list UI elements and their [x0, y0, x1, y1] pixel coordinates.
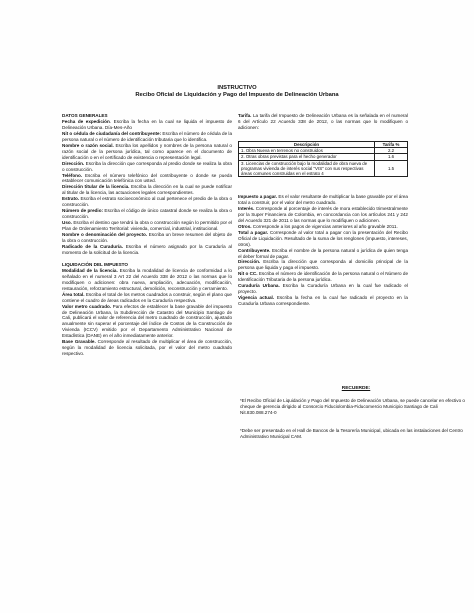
paragraph [62, 143, 232, 161]
field-heading: Otros. [238, 223, 252, 229]
field-description: Escriba el estrato socioeconómico al cual pertenece el predio de la obra o construcción. [62, 196, 232, 208]
field-heading: Teléfono. [62, 172, 83, 178]
field-heading: Impuesto a pagar. [238, 194, 278, 199]
field-description: Escriba la dirección que corresponda al predio donde se realiza la obra o construcción. [62, 160, 232, 172]
paragraph [62, 268, 232, 292]
field-heading: LIQUIDACIÓN DEL IMPUESTO [62, 261, 128, 267]
field-heading: Contribuyente. [238, 247, 271, 253]
paragraph [238, 194, 408, 206]
field-heading: Nombre o razón social. [62, 142, 114, 148]
field-heading: Curaduría Urbana. [238, 283, 280, 289]
paragraph [238, 206, 408, 224]
field-description: Escriba el destino que tendrá la obra o construcción según lo permitido por el Plan de Ordenamiento Territorial: vivienda, comercial, industrial, institucional. [62, 220, 232, 232]
field-description: Escriba el número de cédula de la persona natural o el número de identificación tributaria que lo identifica. [62, 130, 232, 142]
paragraph [62, 131, 232, 143]
field-description: Escriba la dirección en la cual se puede notificar al titular de la licencia, las actuaciones legales correspondientes. [62, 184, 233, 196]
instructivo-heading: INSTRUCTIVO [217, 85, 257, 91]
tarifa-table [238, 141, 408, 177]
field-heading: Total a pagar. [238, 229, 269, 235]
field-heading: Número de predio: [62, 208, 104, 214]
paragraph [238, 283, 408, 295]
field-description: Para efectos de establecer la base gravable del impuesto de Delineación Urbana, la Subdirección de Catastro del Municipio Santiago de Cali, publicará el valor de referencia del metro cuadrado de construcción, ajustado anualmente sin superar el porcentaje del índice de Costos de la Construcción de Vivienda (ICCV) emitido por el Departamento Administrativo Nacional de Estadística (DANE) en el año inmediatamente anterior. [62, 303, 233, 339]
paragraph [238, 295, 408, 307]
field-description: Escriba el número de identificación de la persona natural o el Número de Identificación Tributaria de la persona jurídica. [238, 271, 408, 283]
paragraph [62, 208, 232, 220]
field-heading: Modalidad de la licencia. [62, 267, 118, 273]
field-heading: Dirección. [62, 160, 85, 166]
tarifa-rate: 1.5 [375, 160, 408, 177]
paragraph [238, 259, 408, 271]
recuerde-item: *El Recibo Oficial de Liquidación y Pago del Impuesto de Delineación Urbana, se puede cancelar en efectivo o cheque de gerencia dirigido al Consorcio Fiduciolombia-Fiducomercio Municipio Santiago de Cali Nit.830.088.274-0 [240, 398, 465, 415]
field-description: Es el valor resultante de multiplicar la base gravable por el área total a construir, por el valor del metro cuadrado. [238, 194, 408, 205]
paragraph [238, 271, 408, 283]
field-heading: Fecha de expedición [62, 118, 110, 124]
field-heading: Tarifa. [238, 113, 252, 118]
field-heading: Interés. [238, 205, 255, 211]
paragraph [238, 230, 408, 248]
paragraph [238, 113, 408, 131]
field-heading: Valor metro cuadrado. [62, 303, 112, 309]
field-description: Escriba el nombre de la persona natural o jurídica de quien tenga el deber formal de pagar. [238, 247, 408, 259]
field-heading: Uso. [62, 220, 72, 226]
field-description: . Escriba la fecha en la cual se liquida el impuesto de Delineación Urbana. Día-Mes-Año [62, 118, 232, 130]
field-heading: Vigencia actual. [238, 295, 275, 301]
field-heading: Dirección titular de la licencia. [62, 184, 130, 190]
document-title: Recibo Oficial de Liquidación y Pago del Impuesto de Delineación Urbana [135, 92, 339, 98]
field-description: Corresponde a los pagos de vigencias anteriores al año gravable 2011. [251, 223, 398, 229]
field-heading: Nit o cédula de ciudadanía del contribuyente: [62, 130, 162, 136]
paragraph [62, 339, 232, 357]
recuerde-title: RECUERDE: [341, 386, 371, 391]
paragraph [62, 304, 232, 340]
field-heading: DATOS GENERALES [62, 113, 108, 118]
paragraph [62, 184, 232, 196]
field-description: Escriba el total de los metros cuadrados a construir, según el plano que contiene el cuadro de áreas radicados en la Curaduría respectiva. [62, 291, 232, 303]
paragraph [62, 196, 232, 208]
field-description: Escriba un breve resumen del objeto de la obra o construcción. [62, 232, 232, 244]
field-description: Escriba el número asignado por la Curaduría al momento de la solicitud de la licencia. [62, 243, 233, 255]
paragraph [62, 173, 232, 185]
table-row [239, 160, 408, 177]
tarifa-header-rate: Tarifa % [375, 142, 408, 148]
field-description: Escriba el código de único catastral donde se realiza la obra o construcción. [62, 208, 232, 220]
field-description: Escriba la fecha en la cual fue radicado el proyecto en la Curaduría Urbana correspondiente. [238, 295, 408, 307]
field-heading: Dirección. [238, 259, 261, 265]
paragraph [62, 292, 232, 304]
field-description: Escriba la Curaduría Urbana en la cual fue radicado el proyecto. [238, 283, 408, 295]
tarifa-description: 1. Obra Nueva en terrenos no construidos [239, 148, 375, 154]
field-description: Escriba los apellidos y nombres de la persona natural o razón social de la persona jurídica, tal como aparece en el documento de identificación o en el certificado de existencia o representación legal. [62, 142, 232, 160]
field-description: Corresponde al porcentaje de interés de mora establecido trimestralmente por la Super Financiera de Colombia, en concordancia con los artículos 241 y 242 del Acuerdo 321 de 2011 o las normas que lo modifiquen o adicionen. [238, 205, 408, 223]
field-description: Escriba la dirección que corresponda al domicilio principal de la persona que liquida y paga el impuesto. [238, 259, 408, 271]
tarifa-rate: 1.6 [375, 154, 408, 160]
field-description: Escriba la modalidad de licencia de conformidad a lo señalado en el numeral 3 Art 22 del Acuerdo 338 de 2012 o las normas que lo modifiquen o adicionen: obra nueva, ampliación, adecuación, modificación, restauración, reforzamiento estructural, demolición, reconstrucción y cerramiento. [62, 267, 232, 291]
field-description: Corresponde al resultado de multiplicar el área de construcción, según la modalidad de licencia solicitada, por el valor del metro cuadrado respectivo. [62, 339, 233, 357]
paragraph [62, 161, 232, 173]
tarifa-header-description: Descripción [239, 142, 375, 148]
field-description: La tarifa del Impuesto de Delineación Urbana es la señalada en el numeral 6 del Artículo 22 Acuerdo 338 de 2012, o las normas que lo modifiquen o adicionen: [238, 113, 408, 130]
field-heading: Área total. [62, 291, 85, 297]
paragraph [62, 119, 232, 131]
field-description: Escriba el número telefónico del contribuyente o donde se pueda establecer comunicación telefónica con usted. [62, 172, 232, 184]
left-column [62, 113, 232, 357]
field-heading: Nit o CC. [238, 271, 258, 277]
field-description: Corresponde al valor total a pagar con la presentación del Recibo Oficial de Liquidación. Resultado de la suma de los renglones (impuesto, intereses, otros). [238, 229, 408, 247]
right-column [238, 194, 408, 307]
field-heading: Estrato. [62, 196, 80, 202]
tarifa-description: 2. Otras obras previstas para el hecho generador [239, 154, 375, 160]
tarifa-intro [238, 113, 408, 131]
tarifa-rate: 2.2 [375, 148, 408, 154]
field-heading: Radicado de la Curaduría. [62, 243, 123, 249]
tarifa-description: 3. Licencias de construcción bajo la modalidad de obra nueva de programas vivienda de interés social "VIS" con sus respectivas áreas comunes construidas en el estrato 4 [239, 160, 375, 177]
recuerde-item: *Debe ser presentado en el Hall de Bancos de la Tesorería Municipal, ubicada en las instalaciones del Centro Administrativo Municipal CAM. [240, 428, 463, 439]
paragraph [62, 232, 232, 244]
field-heading: Base Gravable. [62, 339, 96, 345]
paragraph [62, 220, 232, 232]
paragraph [238, 248, 408, 260]
field-heading: Nombre o denominación del proyecto. [62, 232, 148, 238]
paragraph [62, 244, 232, 256]
